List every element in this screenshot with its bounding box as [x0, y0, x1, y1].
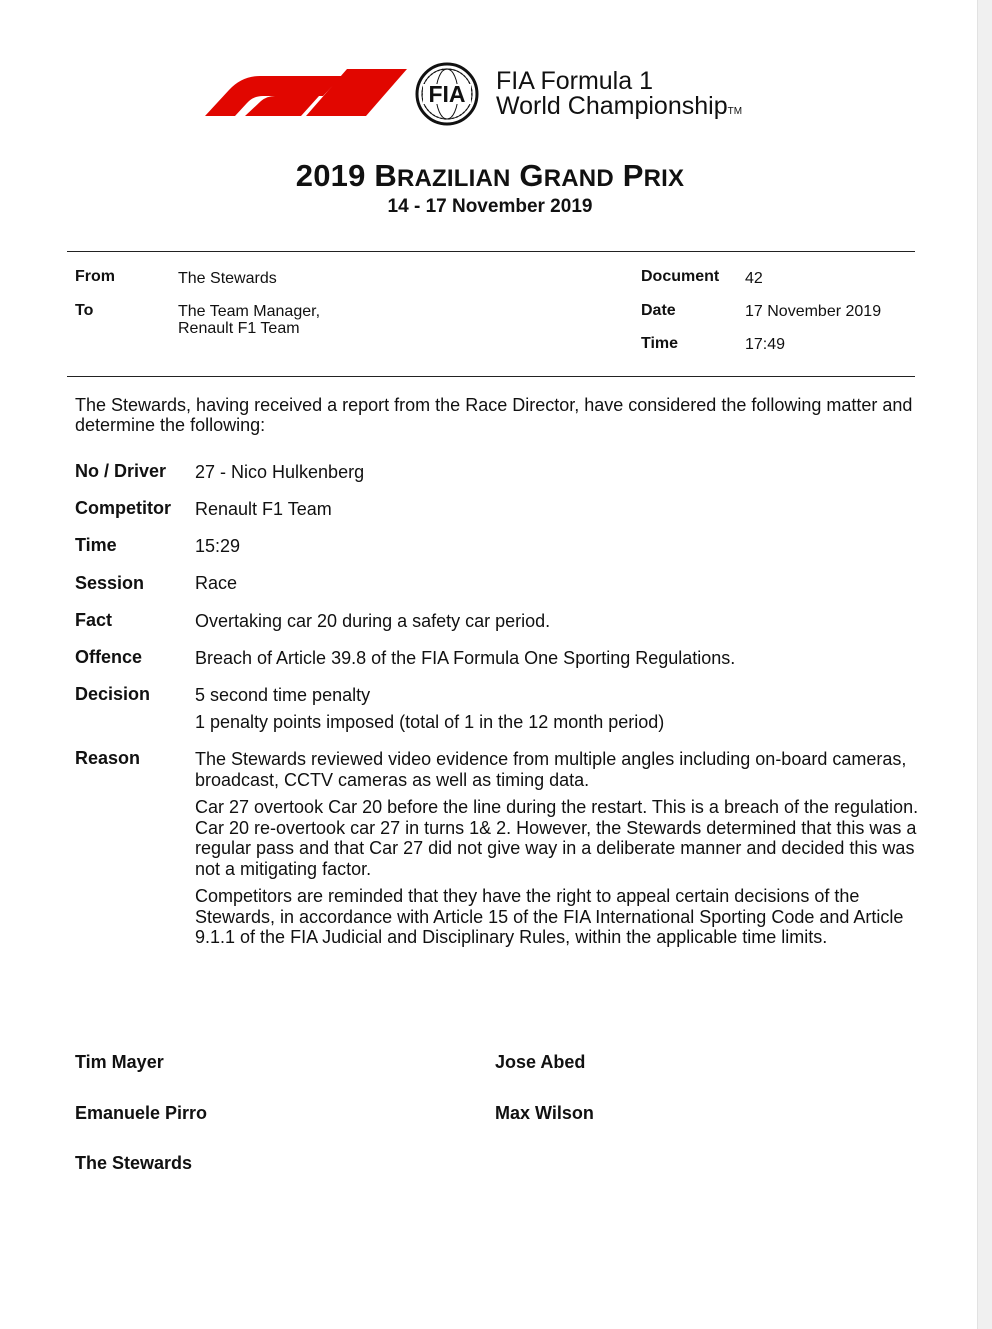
from-label: From	[75, 268, 115, 285]
driver-label: No / Driver	[75, 461, 167, 481]
document-value: 42	[745, 270, 763, 287]
offence-label: Offence	[75, 647, 143, 667]
decision-line1: 5 second time penalty	[195, 685, 371, 705]
decision-label: Decision	[75, 684, 151, 704]
intro-paragraph: The Stewards, having received a report from the Race Director, have considered the following matter and determine the following:	[75, 395, 913, 435]
offence-value: Breach of Article 39.8 of the FIA Formula One Sporting Regulations.	[195, 648, 736, 668]
event-dates: 14 - 17 November 2019	[387, 196, 593, 217]
svg-text:FIA: FIA	[428, 81, 466, 107]
reason-paragraph-1: The Stewards reviewed video evidence from multiple angles including on-board cameras, broadcast, CCTV cameras as well as timing data.	[195, 749, 907, 790]
reason-paragraph-2: Car 27 overtook Car 20 before the line during the restart. This is a breach of the regulation. Car 20 re-overtook car 27 in turns 1& 2. However, the Stewards determined that this was a regular pass and that Car 27 did not give way in a deliberate manner and decided this was not a mitigating factor.	[195, 797, 919, 879]
document-label: Document	[641, 268, 720, 285]
brand-line2: World Championship	[496, 92, 728, 120]
steward-name: Max Wilson	[495, 1103, 594, 1123]
reason-paragraph-3: Competitors are reminded that they have the right to appeal certain decisions of the Stewards, in accordance with Article 15 of the FIA International Sporting Code and Article 9.1.1 of the FIA Judicial and Disciplinary Rules, within the applicable time limits.	[195, 886, 904, 947]
reason-label: Reason	[75, 748, 141, 768]
fact-label: Fact	[75, 610, 113, 630]
session-label: Session	[75, 573, 145, 593]
stewards-footer: The Stewards	[75, 1153, 193, 1173]
incident-time-label: Time	[75, 535, 117, 555]
date-value: 17 November 2019	[745, 303, 882, 320]
steward-name: Jose Abed	[495, 1052, 586, 1072]
fact-value: Overtaking car 20 during a safety car period.	[195, 611, 551, 631]
incident-time-value: 15:29	[195, 536, 241, 556]
competitor-value: Renault F1 Team	[195, 499, 332, 519]
to-label: To	[75, 302, 94, 319]
steward-name: Tim Mayer	[75, 1052, 164, 1072]
to-value-line1: The Team Manager,	[178, 303, 321, 320]
fia-emblem-icon	[417, 64, 477, 124]
from-value: The Stewards	[178, 270, 277, 287]
divider-bottom	[67, 376, 915, 377]
divider-top	[67, 251, 915, 252]
competitor-label: Competitor	[75, 498, 171, 518]
brand-text	[496, 69, 742, 124]
date-label: Date	[641, 302, 676, 319]
brand-tm: TM	[727, 106, 743, 117]
time-label: Time	[641, 335, 679, 352]
steward-name: Emanuele Pirro	[75, 1103, 208, 1123]
time-value: 17:49	[745, 336, 786, 353]
session-value: Race	[195, 573, 238, 593]
brand-line1: FIA Formula 1	[496, 67, 653, 95]
driver-value: 27 - Nico Hulkenberg	[195, 462, 365, 482]
to-value-line2: Renault F1 Team	[178, 320, 300, 337]
decision-line2: 1 penalty points imposed (total of 1 in the 12 month period)	[195, 712, 665, 732]
page-title: 2019 BRAZILIAN GRAND PRIX	[295, 158, 685, 193]
f1-logo-icon	[205, 69, 407, 116]
